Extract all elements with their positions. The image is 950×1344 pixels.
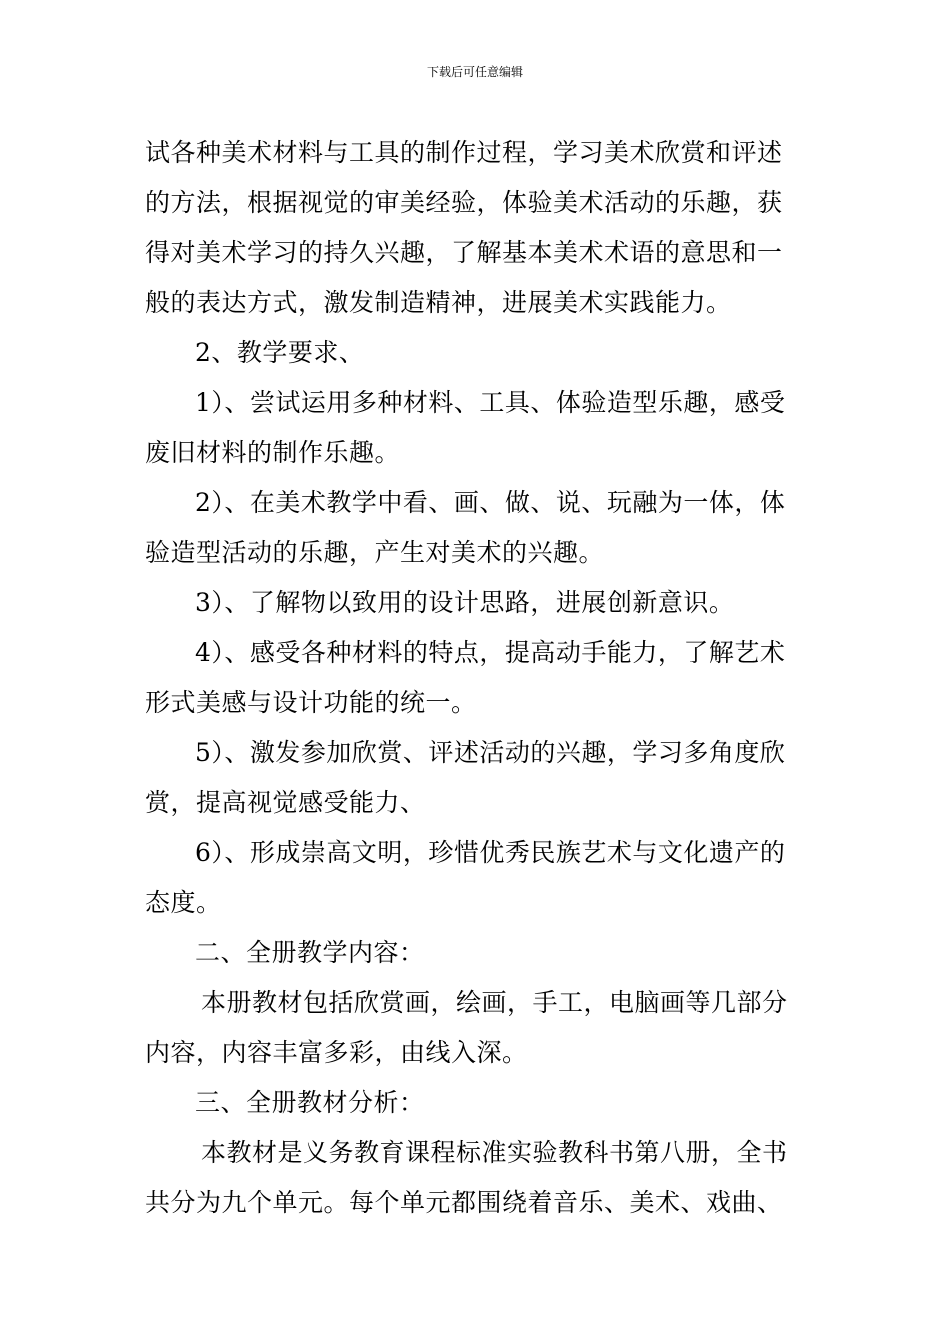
text-line: 试各种美术材料与工具的制作过程，学习美术欣赏和评述 [145,138,783,167]
paragraph-line: 本教材是义务教育课程标准实验教科书第八册，全书 [201,1138,788,1167]
text-line: 得对美术学习的持久兴趣，了解基本美术术语的意思和一 [145,238,783,267]
text-line: 共分为九个单元。每个单元都围绕着音乐、美术、戏曲、 [145,1188,783,1217]
text-line: 般的表达方式，激发制造精神，进展美术实践能力。 [145,288,732,317]
text-line: 废旧材料的制作乐趣。 [145,438,401,467]
list-item-line: 4）、感受各种材料的特点，提高动手能力，了解艺术 [195,638,786,667]
section-heading: 二、全册教学内容： [195,938,425,967]
section-heading: 2、教学要求、 [195,338,365,367]
text-line: 内容，内容丰富多彩，由线入深。 [145,1038,528,1067]
page-header: 下载后可任意编辑 [426,65,523,79]
text-line: 验造型活动的乐趣，产生对美术的兴趣。 [145,538,605,567]
document-body [145,128,810,1228]
list-item-line: 2）、在美术教学中看、画、做、说、玩融为一体，体 [195,488,786,517]
text-line: 赏，提高视觉感受能力、 [145,788,426,817]
text-line: 的方法，根据视觉的审美经验，体验美术活动的乐趣，获 [145,188,783,217]
paragraph-line: 本册教材包括欣赏画，绘画，手工，电脑画等几部分 [201,988,788,1017]
section-heading: 三、全册教材分析： [195,1088,425,1117]
text-line: 态度。 [145,888,222,917]
list-item-line: 3）、了解物以致用的设计思路，进展创新意识。 [195,588,735,617]
list-item-line: 1）、尝试运用多种材料、工具、体验造型乐趣，感受 [195,388,786,417]
list-item-line: 6）、形成崇高文明，珍惜优秀民族艺术与文化遗产的 [195,838,786,867]
text-line: 形式美感与设计功能的统一。 [145,688,477,717]
list-item-line: 5）、激发参加欣赏、评述活动的兴趣，学习多角度欣 [195,738,786,767]
